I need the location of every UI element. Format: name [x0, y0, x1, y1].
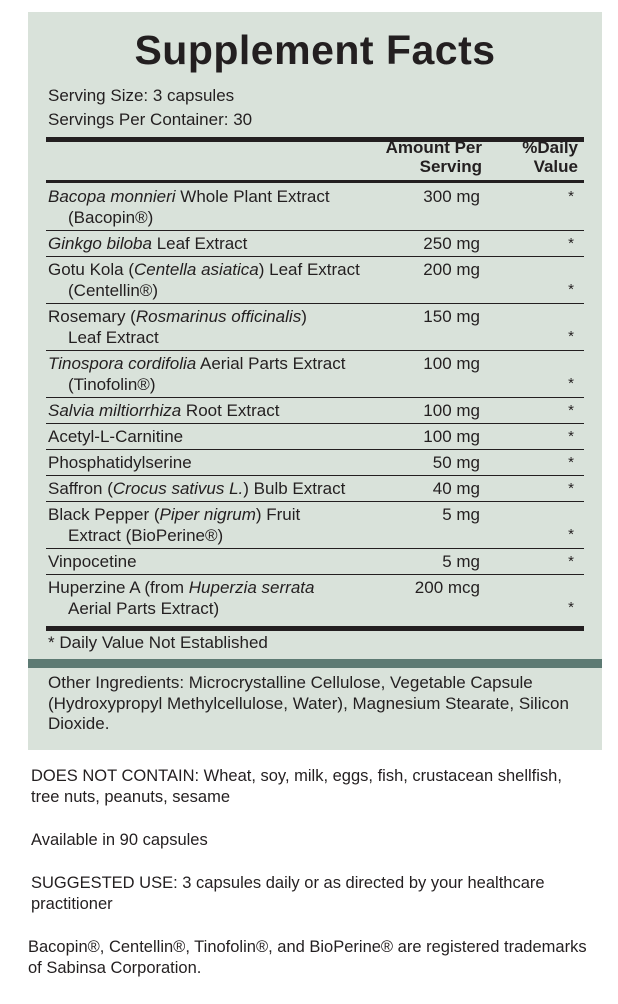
ingredient-name-text: Huperzine A (from — [48, 578, 189, 597]
ingredient-name-line — [48, 307, 307, 326]
ingredient-row — [46, 450, 584, 476]
ingredient-amount: 50 mg — [432, 453, 480, 472]
daily-value-header: %Daily Value — [522, 138, 578, 176]
amount-per-serving-header: Amount Per Serving — [385, 138, 482, 176]
ingredient-name — [48, 426, 388, 447]
ingredient-name-text: Saffron ( — [48, 479, 113, 498]
ingredient-name — [48, 551, 388, 572]
ingredient-row — [46, 398, 584, 424]
ingredient-daily-value: * — [568, 402, 574, 419]
ingredient-row — [46, 424, 584, 450]
ingredient-botanical-name: Rosmarinus officinalis — [135, 307, 302, 326]
ingredient-amount: 150 mg — [423, 307, 480, 326]
ingredient-daily-value: * — [568, 526, 574, 543]
ingredient-name-line — [48, 427, 183, 446]
ingredient-name-text: Rosemary ( — [48, 307, 136, 326]
ingredient-name-line — [48, 578, 314, 597]
ingredient-botanical-name: Huperzia serrata — [188, 578, 315, 597]
ingredient-name-text: ) — [301, 307, 307, 326]
ingredient-amount: 100 mg — [423, 354, 480, 373]
ingredient-row — [46, 476, 584, 502]
ingredient-name — [48, 452, 388, 473]
ingredient-amount: 5 mg — [442, 505, 480, 524]
ingredient-name-line2: Aerial Parts Extract) — [68, 599, 220, 618]
ingredient-name-line — [48, 401, 279, 420]
ingredient-daily-value: * — [568, 235, 574, 252]
ingredient-name-line2: (Bacopin®) — [68, 208, 154, 227]
ingredient-daily-value: * — [568, 454, 574, 471]
ingredient-name-line2: Leaf Extract — [68, 328, 159, 347]
ingredient-name — [48, 233, 388, 254]
ingredient-daily-value: * — [568, 188, 574, 205]
ingredient-botanical-name: Ginkgo biloba — [48, 234, 152, 253]
ingredient-name-line2: (Tinofolin®) — [68, 375, 156, 394]
ingredient-name-text: Vinpocetine — [48, 552, 137, 571]
ingredient-daily-value: * — [568, 599, 574, 616]
ingredient-name — [48, 186, 388, 228]
suggested-use: SUGGESTED USE: 3 capsules daily or as directed by your healthcare practitioner — [31, 874, 545, 913]
ingredient-name-text: Acetyl-L-Carnitine — [48, 427, 184, 446]
ingredient-amount: 200 mg — [423, 260, 480, 279]
ingredient-name — [48, 353, 388, 395]
ingredient-botanical-name: Salvia miltiorrhiza — [48, 401, 182, 420]
ingredient-amount: 250 mg — [423, 234, 480, 253]
ingredient-name-text: Whole Plant Extract — [175, 187, 330, 206]
ingredient-name-line2: (Centellin®) — [68, 281, 158, 300]
ingredient-name-line — [48, 552, 137, 571]
ingredient-name-line — [48, 187, 330, 206]
ingredient-name — [48, 577, 388, 619]
ingredient-row — [46, 351, 584, 398]
serving-size: Serving Size: 3 capsules — [48, 86, 235, 105]
ingredient-row — [46, 231, 584, 257]
ingredient-amount: 300 mg — [423, 187, 480, 206]
ingredient-name-text: Black Pepper ( — [48, 505, 160, 524]
ingredient-name-line — [48, 354, 345, 373]
ingredient-name — [48, 400, 388, 421]
ingredient-daily-value: * — [568, 281, 574, 298]
ingredient-name-text: ) Fruit — [255, 505, 301, 524]
ingredient-botanical-name: Crocus sativus L. — [112, 479, 244, 498]
ingredient-name-line — [48, 505, 300, 524]
servings-per-container: Servings Per Container: 30 — [48, 110, 253, 129]
ingredient-botanical-name: Centella asiatica — [134, 260, 259, 279]
ingredient-name-text: Leaf Extract — [151, 234, 248, 253]
ingredient-amount: 40 mg — [432, 479, 480, 498]
ingredient-daily-value: * — [568, 328, 574, 345]
supplement-facts-panel — [28, 12, 602, 750]
ingredient-name-line — [48, 453, 192, 472]
ingredient-amount: 200 mcg — [414, 578, 480, 597]
ingredient-name-text: ) Bulb Extract — [243, 479, 346, 498]
ingredient-row — [46, 575, 584, 622]
ingredient-name-line — [48, 234, 247, 253]
ingredient-name-text: ) Leaf Extract — [258, 260, 360, 279]
panel-title: Supplement Facts — [134, 27, 496, 73]
daily-value-footnote: * Daily Value Not Established — [48, 633, 268, 652]
other-ingredients: Other Ingredients: Microcrystalline Cellulose, Vegetable Capsule (Hydroxypropyl Methylcellulose, Water), Magnesium Stearate, Silicon Dioxide. — [48, 673, 569, 733]
does-not-contain: DOES NOT CONTAIN: Wheat, soy, milk, eggs, fish, crustacean shellfish, tree nuts, peanuts, sesame — [31, 767, 562, 806]
divider-band — [28, 659, 602, 668]
ingredient-botanical-name: Tinospora cordifolia — [48, 354, 197, 373]
ingredient-amount: 5 mg — [442, 552, 480, 571]
ingredient-row — [46, 549, 584, 575]
ingredient-name — [48, 306, 388, 348]
table-bottom-rule — [46, 626, 584, 631]
header-rule — [46, 137, 584, 142]
ingredient-name-text: Gotu Kola ( — [48, 260, 134, 279]
ingredient-botanical-name: Piper nigrum — [159, 505, 256, 524]
ingredient-name — [48, 504, 388, 546]
ingredient-daily-value: * — [568, 375, 574, 392]
ingredient-daily-value: * — [568, 553, 574, 570]
ingredient-amount: 100 mg — [423, 401, 480, 420]
ingredient-name-text: Phosphatidylserine — [48, 453, 192, 472]
column-header-rule — [46, 180, 584, 183]
ingredient-daily-value: * — [568, 480, 574, 497]
ingredient-row — [46, 257, 584, 304]
available-count: Available in 90 capsules — [31, 831, 208, 849]
ingredient-name-line2: Extract (BioPerine®) — [68, 526, 224, 545]
ingredient-name-line — [48, 260, 360, 279]
ingredient-amount: 100 mg — [423, 427, 480, 446]
ingredient-name — [48, 478, 388, 499]
ingredient-botanical-name: Bacopa monnieri — [48, 187, 176, 206]
ingredient-name-line — [48, 479, 345, 498]
trademark-notice: Bacopin®, Centellin®, Tinofolin®, and BioPerine® are registered trademarks of Sabinsa Corporation. — [28, 938, 587, 977]
ingredient-row — [46, 304, 584, 351]
ingredient-row — [46, 502, 584, 549]
ingredient-daily-value: * — [568, 428, 574, 445]
ingredient-row — [46, 184, 584, 231]
ingredient-name — [48, 259, 388, 301]
ingredient-name-text: Root Extract — [181, 401, 280, 420]
ingredient-name-text: Aerial Parts Extract — [196, 354, 346, 373]
